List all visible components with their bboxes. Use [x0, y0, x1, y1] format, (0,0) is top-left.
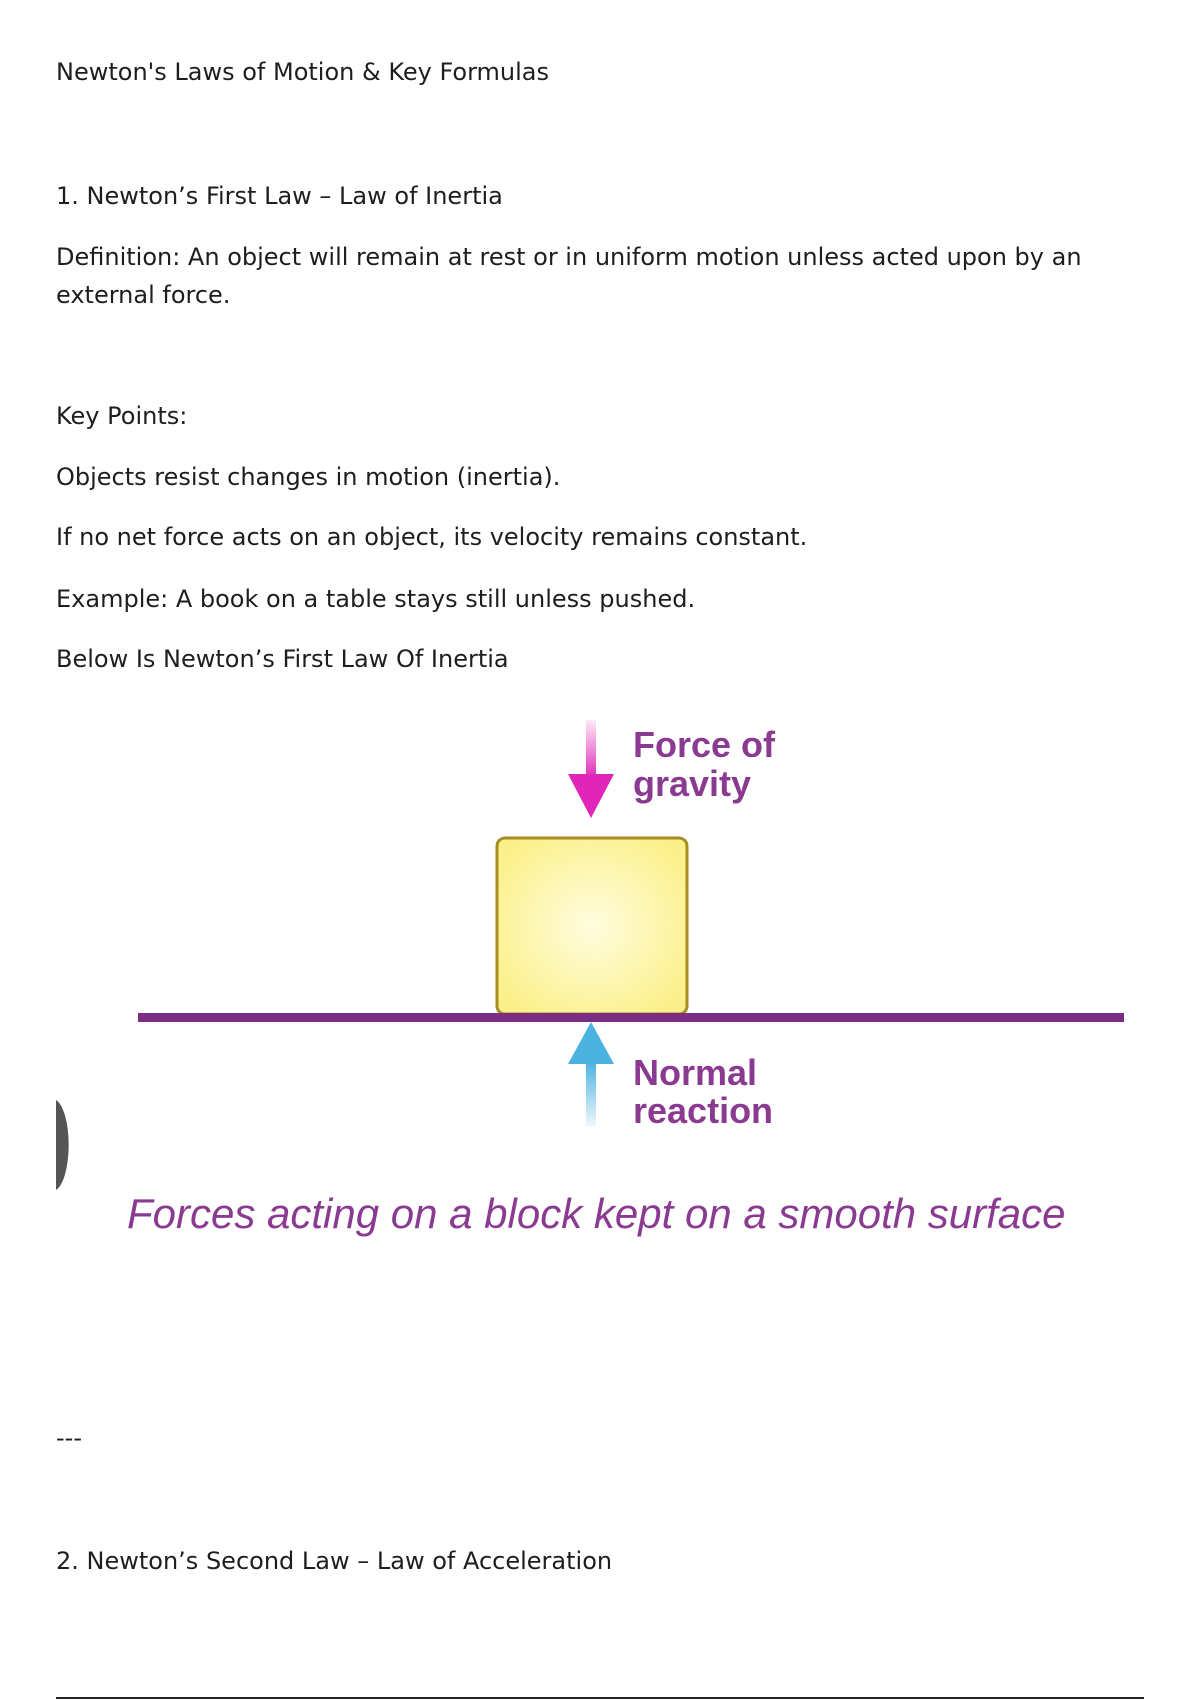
separator: --- — [56, 1424, 82, 1452]
first-law-forces-diagram — [0, 690, 1200, 1270]
normal-label-line2: reaction — [633, 1090, 774, 1131]
gravity-label-line1: Force of — [633, 724, 776, 765]
key-point-item: Example: A book on a table stays still unless pushed. — [56, 585, 696, 613]
half-circle-shape — [56, 1100, 69, 1190]
key-point-item: Objects resist changes in motion (inertia). — [56, 463, 561, 491]
first-law-definition: Definition: An object will remain at rest or in uniform motion unless acted upon by an external force. — [56, 243, 1082, 309]
block — [497, 838, 687, 1014]
document-title: Newton's Laws of Motion & Key Formulas — [56, 58, 550, 86]
diagram-caption: Forces acting on a block kept on a smooth surface — [127, 1190, 1066, 1237]
key-points-label: Key Points: — [56, 402, 188, 430]
gravity-arrow — [568, 720, 614, 818]
normal-reaction-arrow — [568, 1022, 614, 1126]
section-heading-first-law: 1. Newton’s First Law – Law of Inertia — [56, 182, 503, 210]
normal-label-line1: Normal — [633, 1052, 758, 1093]
bottom-divider — [56, 1697, 1144, 1699]
gravity-label-line2: gravity — [633, 763, 752, 804]
key-point-item: If no net force acts on an object, its velocity remains constant. — [56, 523, 808, 551]
smooth-surface-line — [138, 1013, 1124, 1022]
section-heading-second-law: 2. Newton’s Second Law – Law of Acceleration — [56, 1547, 613, 1575]
figure-intro-text: Below Is Newton’s First Law Of Inertia — [56, 645, 509, 673]
